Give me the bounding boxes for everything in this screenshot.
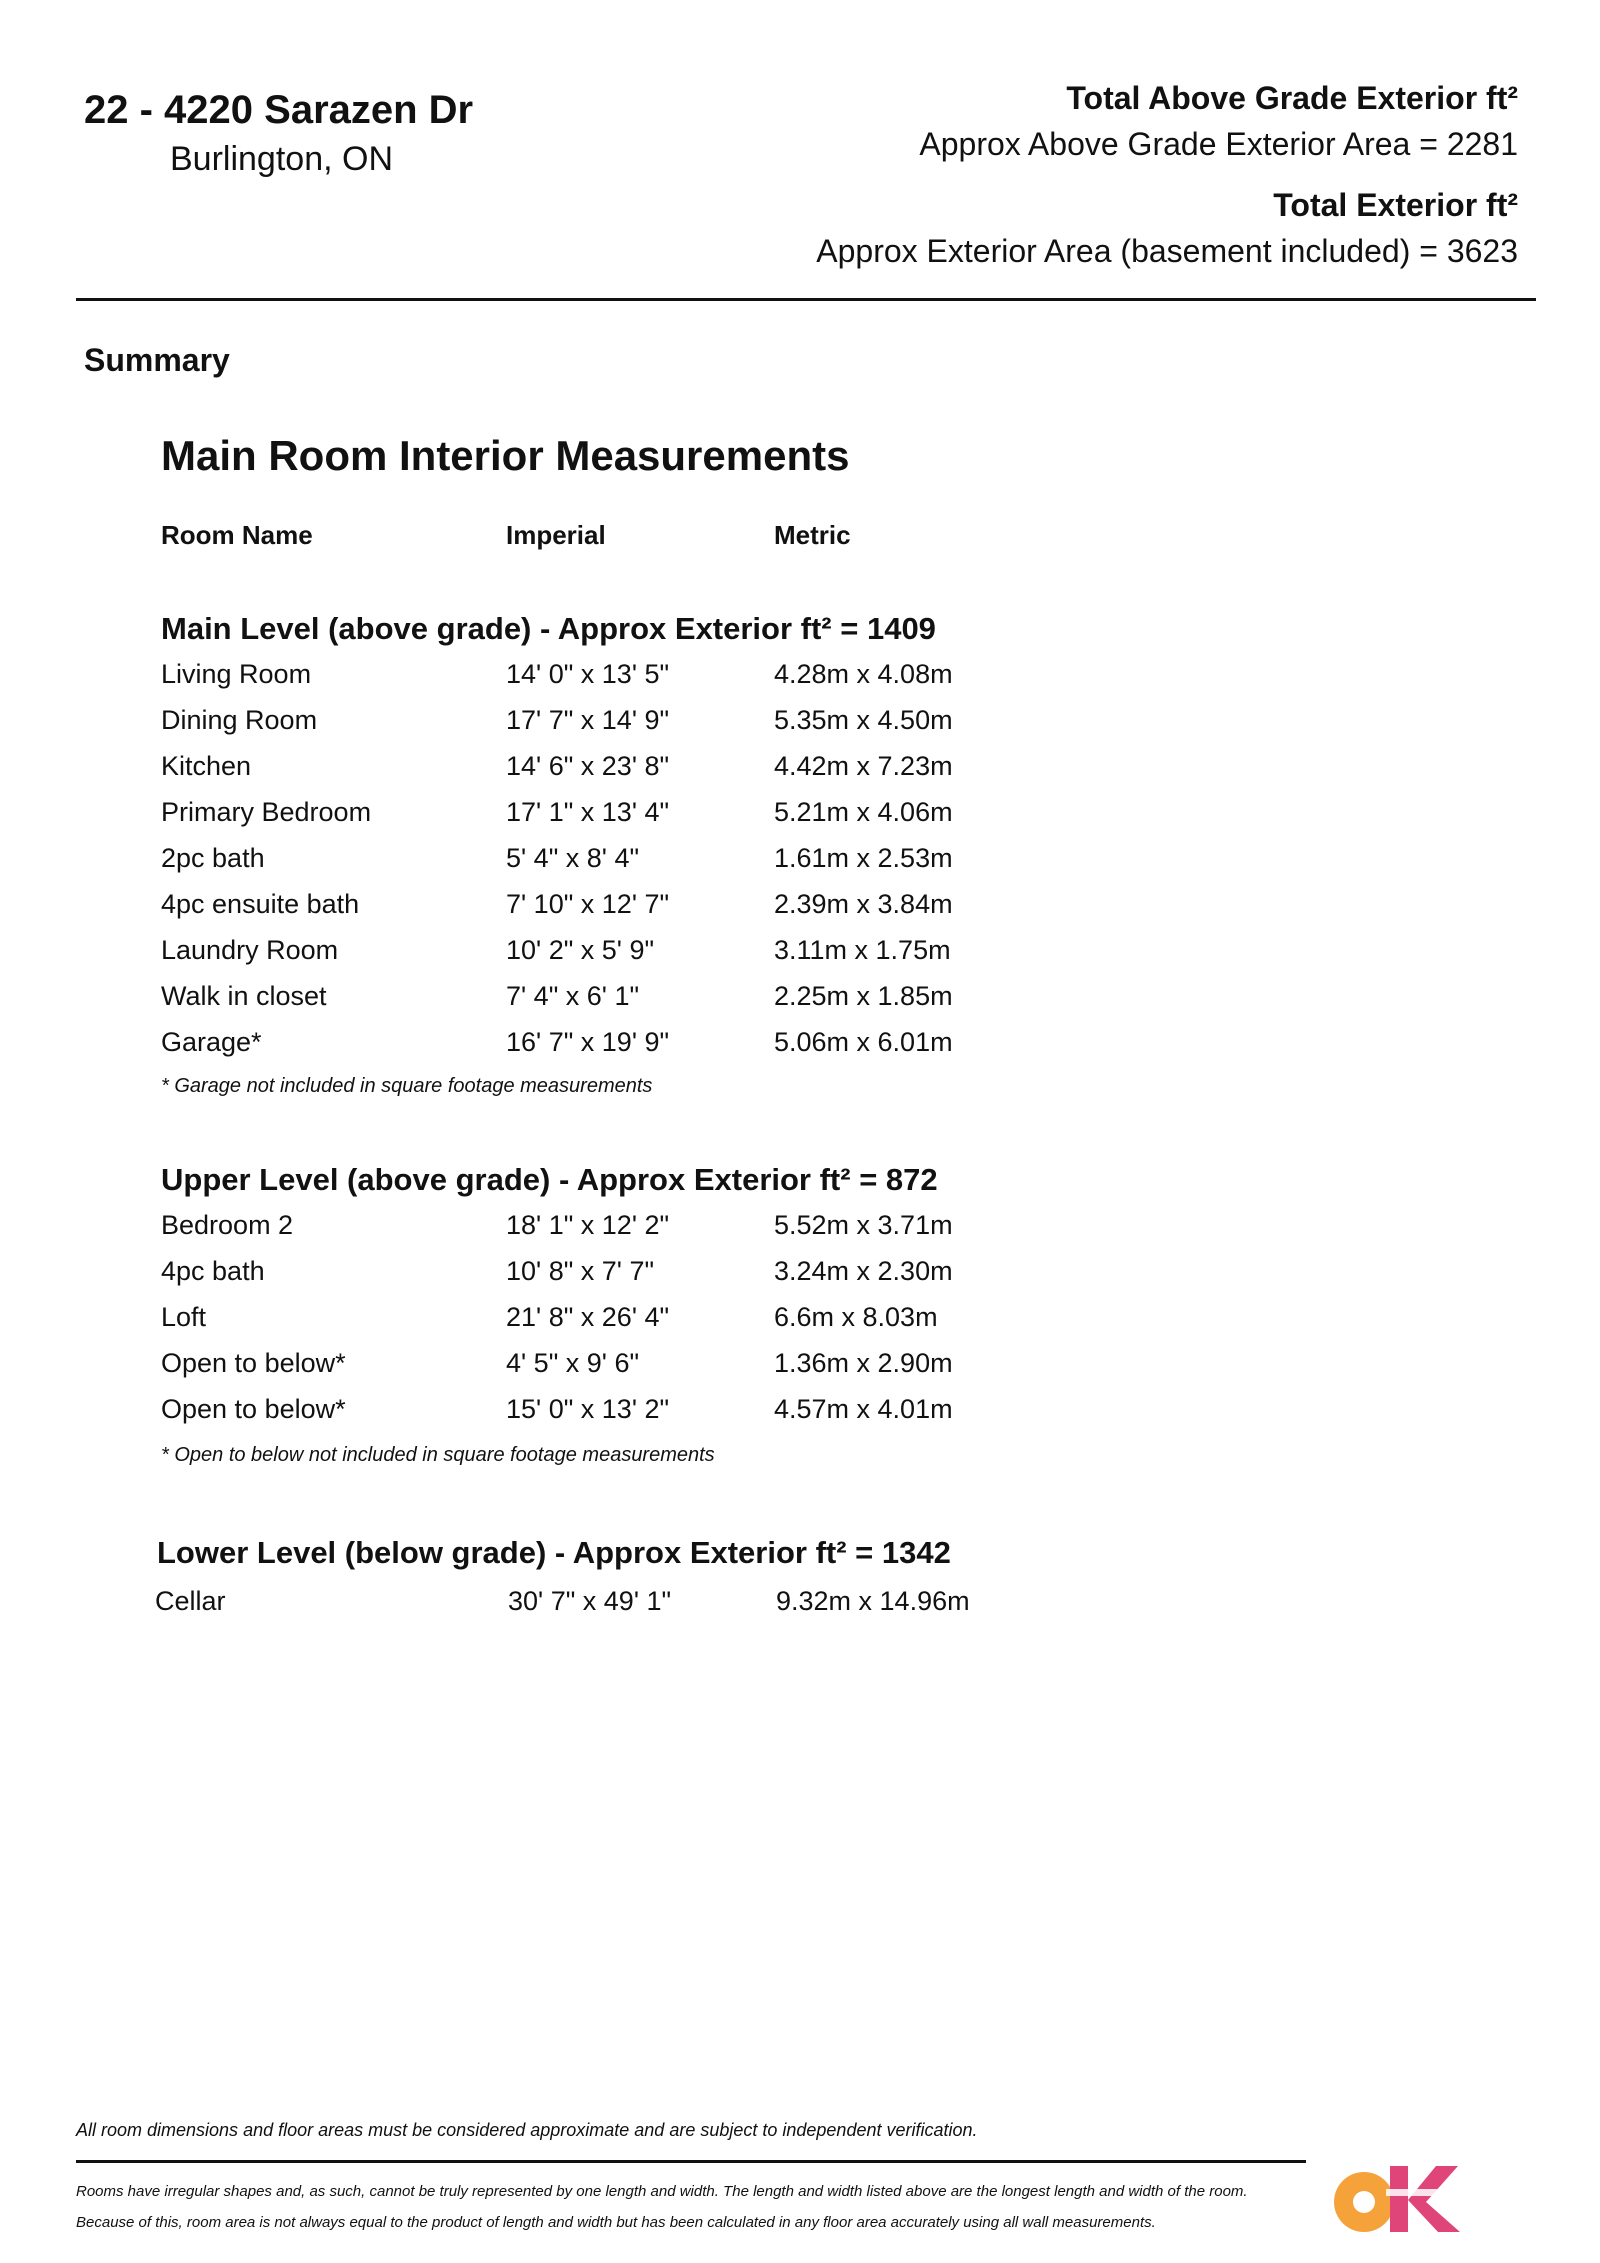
room-imperial: 4' 5" x 9' 6"	[506, 1348, 640, 1378]
table-row	[0, 797, 1600, 837]
room-imperial: 30' 7" x 49' 1"	[508, 1586, 672, 1616]
room-imperial: 10' 2" x 5' 9"	[506, 935, 655, 965]
room-metric: 6.6m x 8.03m	[774, 1302, 938, 1332]
table-row	[0, 843, 1600, 883]
room-metric: 4.42m x 7.23m	[774, 751, 953, 781]
table-row	[0, 1210, 1600, 1250]
table-row	[0, 1394, 1600, 1434]
main-level-title: Main Level (above grade) - Approx Exterior ft² = 1409	[161, 611, 936, 646]
room-name: Primary Bedroom	[161, 797, 372, 827]
table-row	[0, 659, 1600, 699]
room-imperial: 17' 1" x 13' 4"	[506, 797, 670, 827]
total-exterior-title: Total Exterior ft²	[1273, 187, 1518, 223]
room-metric: 5.06m x 6.01m	[774, 1027, 953, 1057]
room-name: Open to below*	[161, 1348, 346, 1378]
column-header-imperial: Imperial	[506, 520, 606, 550]
room-name: 2pc bath	[161, 843, 265, 873]
room-metric: 1.36m x 2.90m	[774, 1348, 953, 1378]
room-imperial: 5' 4" x 8' 4"	[506, 843, 640, 873]
room-imperial: 7' 4" x 6' 1"	[506, 981, 640, 1011]
summary-label: Summary	[84, 342, 230, 378]
room-metric: 5.52m x 3.71m	[774, 1210, 953, 1240]
room-imperial: 17' 7" x 14' 9"	[506, 705, 670, 735]
room-imperial: 21' 8" x 26' 4"	[506, 1302, 670, 1332]
ok-brand-logo-icon	[1328, 2158, 1468, 2238]
table-row	[0, 1256, 1600, 1296]
room-imperial: 15' 0" x 13' 2"	[506, 1394, 670, 1424]
table-row	[0, 1586, 1600, 1626]
room-name: Dining Room	[161, 705, 318, 735]
lower-level-title: Lower Level (below grade) - Approx Exterior ft² = 1342	[157, 1535, 951, 1570]
room-metric: 4.57m x 4.01m	[774, 1394, 953, 1424]
room-metric: 3.11m x 1.75m	[774, 935, 951, 965]
upper-level-title: Upper Level (above grade) - Approx Exterior ft² = 872	[161, 1162, 938, 1197]
room-name: Open to below*	[161, 1394, 346, 1424]
fine-print-2: Because of this, room area is not always equal to the product of length and width but has been calculated in any floor area accurately using all wall measurements.	[76, 2214, 1156, 2231]
footer-divider	[76, 2160, 1306, 2163]
disclaimer: All room dimensions and floor areas must be considered approximate and are subject to independent verification.	[76, 2120, 978, 2140]
room-imperial: 16' 7" x 19' 9"	[506, 1027, 670, 1057]
room-metric: 3.24m x 2.30m	[774, 1256, 953, 1286]
room-imperial: 14' 6" x 23' 8"	[506, 751, 670, 781]
table-row	[0, 1302, 1600, 1342]
room-metric: 5.35m x 4.50m	[774, 705, 953, 735]
room-imperial: 18' 1" x 12' 2"	[506, 1210, 670, 1240]
column-header-room: Room Name	[161, 520, 313, 550]
room-name: Walk in closet	[161, 981, 327, 1011]
table-row	[0, 705, 1600, 745]
above-grade-title: Total Above Grade Exterior ft²	[1066, 80, 1518, 116]
room-metric: 5.21m x 4.06m	[774, 797, 953, 827]
table-row	[0, 935, 1600, 975]
room-name: Cellar	[155, 1586, 226, 1616]
room-metric: 4.28m x 4.08m	[774, 659, 953, 689]
room-name: Kitchen	[161, 751, 252, 781]
room-metric: 2.25m x 1.85m	[774, 981, 953, 1011]
room-metric: 2.39m x 3.84m	[774, 889, 953, 919]
room-metric: 1.61m x 2.53m	[774, 843, 953, 873]
room-name: Laundry Room	[161, 935, 339, 965]
header-divider	[76, 298, 1536, 301]
room-imperial: 7' 10" x 12' 7"	[506, 889, 670, 919]
room-imperial: 14' 0" x 13' 5"	[506, 659, 670, 689]
address-line2: Burlington, ON	[170, 140, 393, 178]
room-name: 4pc bath	[161, 1256, 265, 1286]
room-imperial: 10' 8" x 7' 7"	[506, 1256, 655, 1286]
room-metric: 9.32m x 14.96m	[776, 1586, 970, 1616]
table-row	[0, 981, 1600, 1021]
above-grade-value: Approx Above Grade Exterior Area = 2281	[919, 126, 1518, 162]
total-exterior-value: Approx Exterior Area (basement included) = 3623	[816, 233, 1518, 269]
room-name: Living Room	[161, 659, 312, 689]
garage-note: * Garage not included in square footage measurements	[161, 1075, 653, 1097]
address-line1: 22 - 4220 Sarazen Dr	[84, 88, 474, 132]
table-row	[0, 1027, 1600, 1067]
room-name: Bedroom 2	[161, 1210, 294, 1240]
open-to-below-note: * Open to below not included in square footage measurements	[161, 1444, 715, 1466]
fine-print-1: Rooms have irregular shapes and, as such, cannot be truly represented by one length and width. The length and width listed above are the longest length and width of the room.	[76, 2183, 1248, 2200]
table-row	[0, 1348, 1600, 1388]
measurements-title: Main Room Interior Measurements	[161, 432, 850, 479]
room-name: Garage*	[161, 1027, 262, 1057]
column-header-metric: Metric	[774, 520, 851, 550]
table-row	[0, 751, 1600, 791]
table-row	[0, 889, 1600, 929]
room-name: Loft	[161, 1302, 207, 1332]
room-name: 4pc ensuite bath	[161, 889, 360, 919]
